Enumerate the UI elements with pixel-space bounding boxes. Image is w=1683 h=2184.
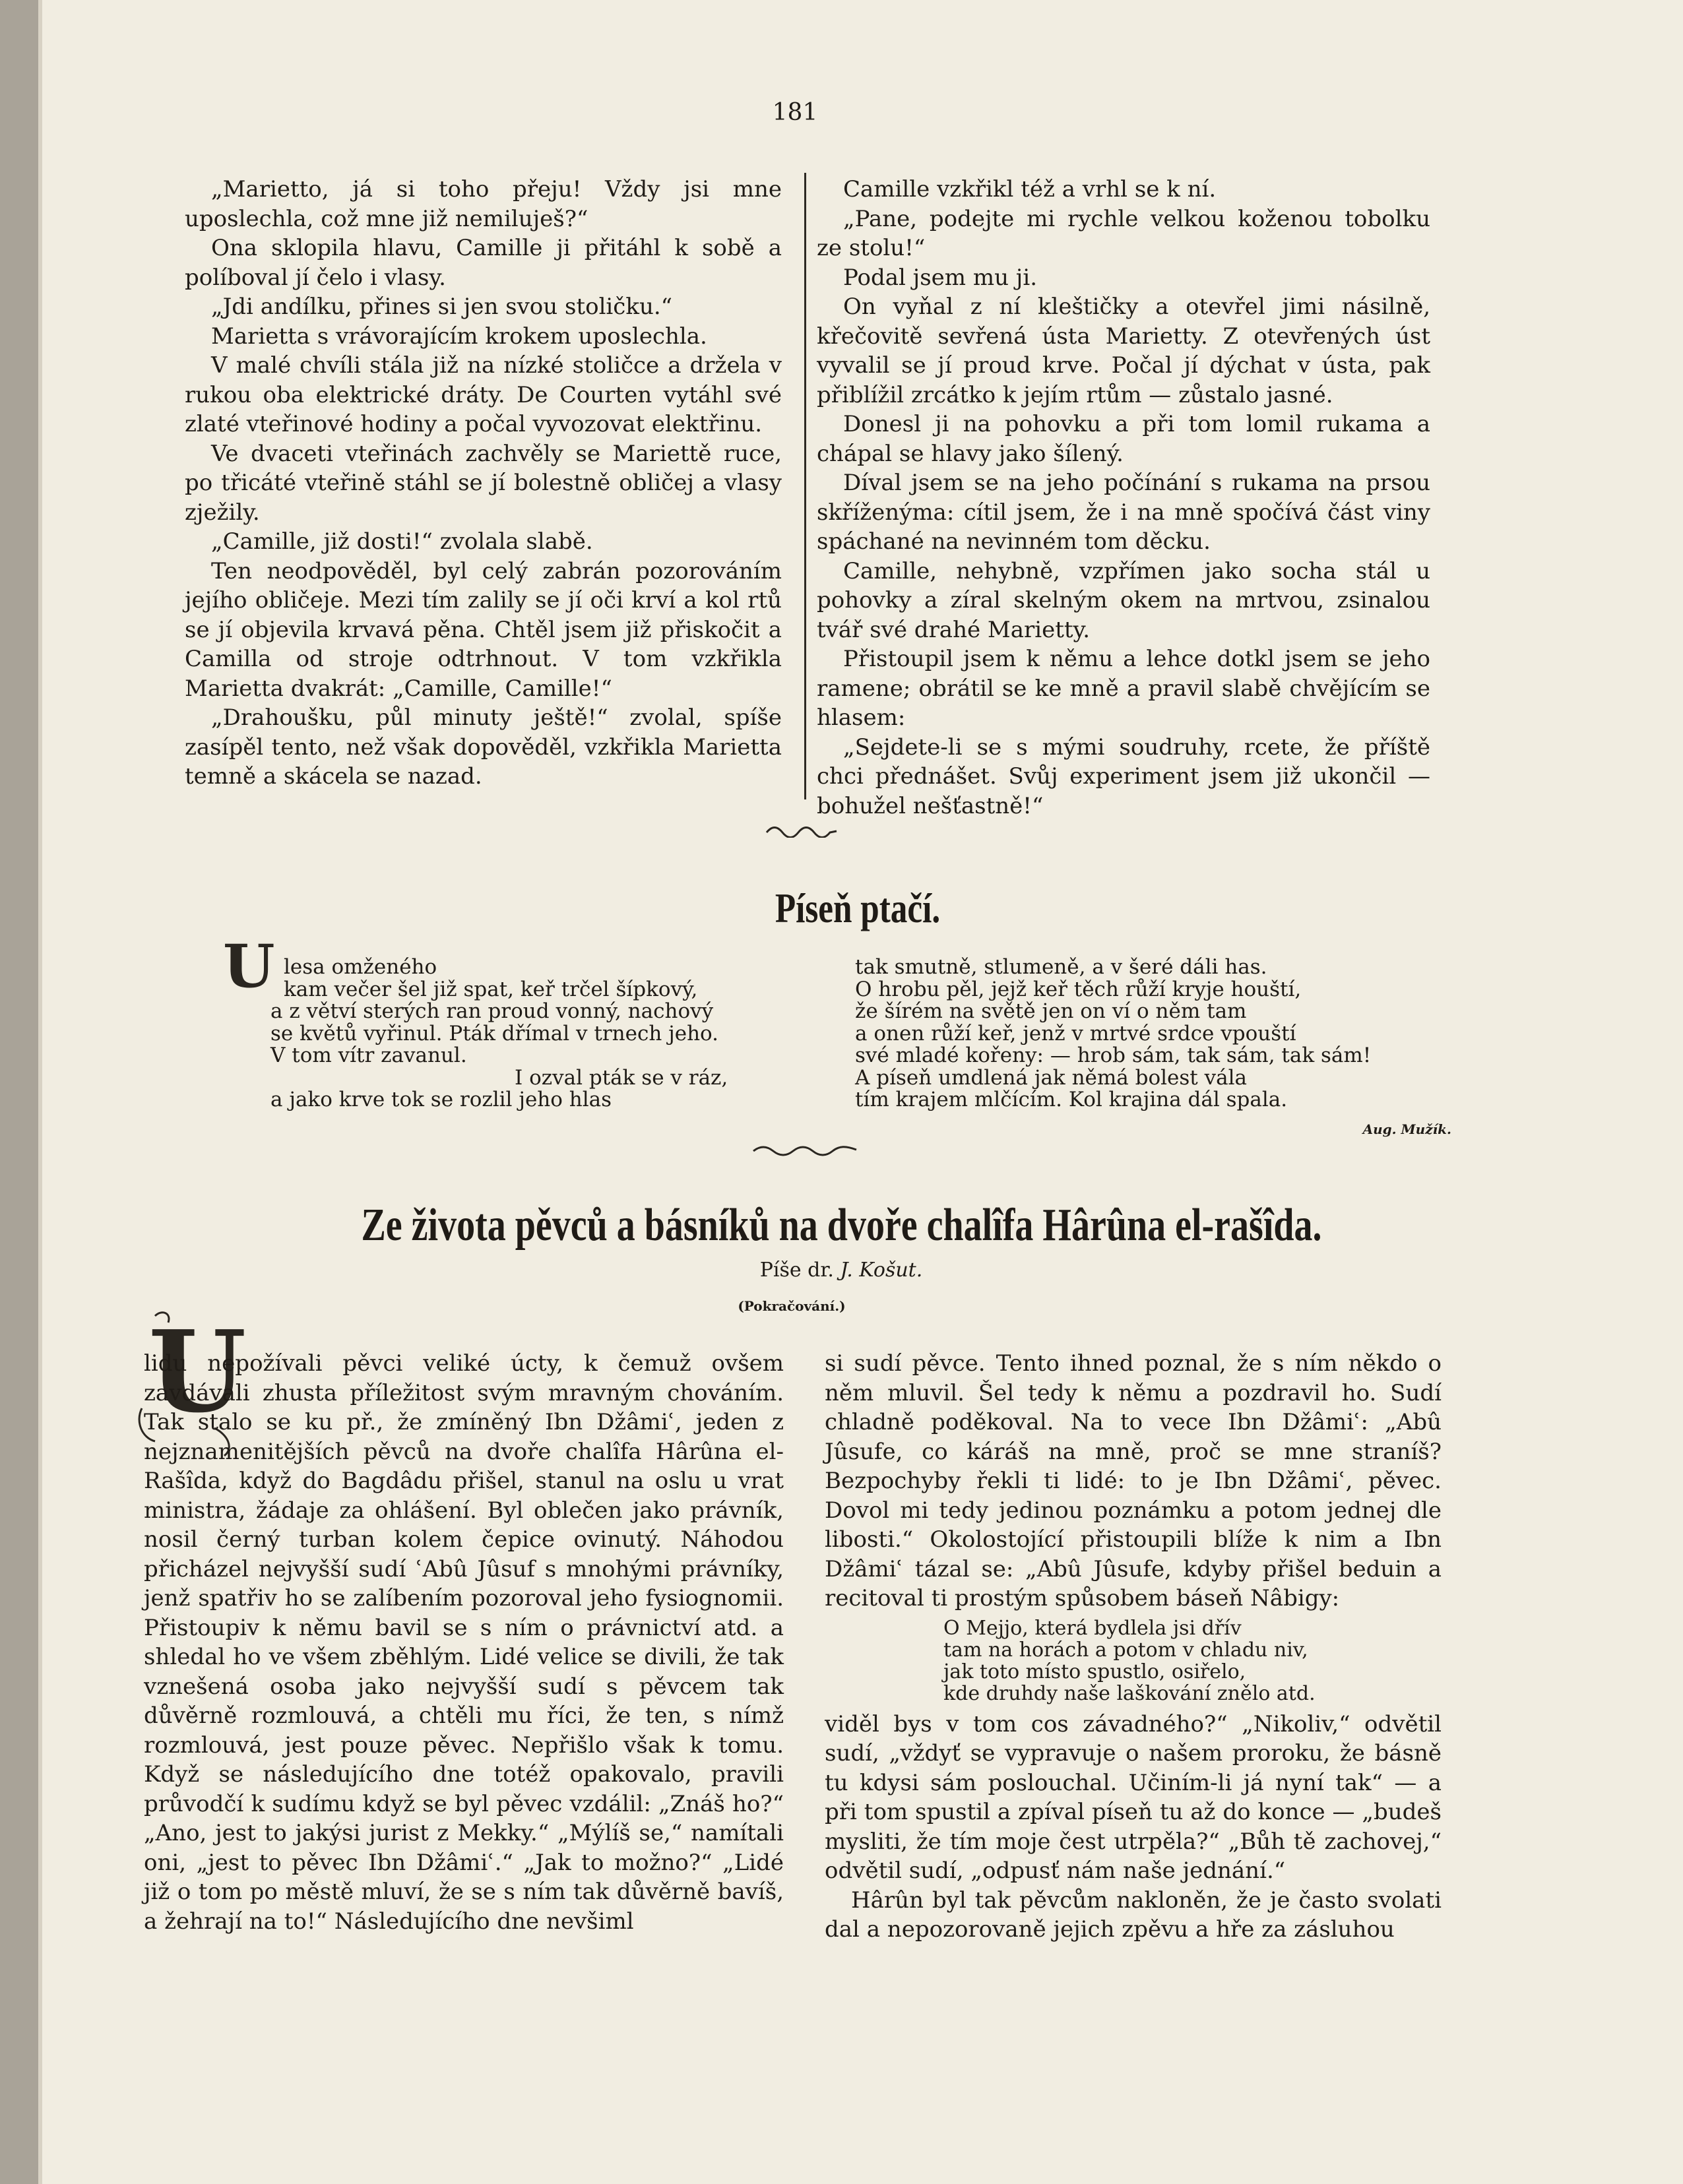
poem-line: A píseň umdlená jak němá bolest vála <box>855 1065 1247 1090</box>
page-number: 181 <box>772 99 818 126</box>
article-initial-letter: U <box>148 1306 247 1438</box>
byline-author: J. Košut. <box>840 1259 923 1282</box>
page-binding-shadow <box>0 0 38 2184</box>
verse-line: O Mejjo, která bydlela jsi dřív <box>943 1616 1242 1640</box>
story-paragraph: Ona sklopila hlavu, Camille ji přitáhl k sobě a políboval jí čelo i vlasy. <box>185 235 782 291</box>
wavy-ornament-divider <box>765 825 838 838</box>
page-binding-edge <box>38 0 42 2184</box>
story-paragraph: Podal jsem mu ji. <box>843 264 1038 291</box>
poem-line: že šírém na světě jen on ví o něm tam <box>855 999 1247 1023</box>
story-paragraph: „Sejdete-li se s mými soudruhy, rcete, že příště chci přednášet. Svůj experiment jsem již ukončil — bohužel nešťastně!“ <box>817 733 1430 819</box>
story-paragraph: V malé chvíli stála již na nízké stoličce a držela v rukou oba elektrické dráty. De Courten vytáhl své zlaté vteřinové hodiny a počal vyvozovat elektřinu. <box>185 352 782 437</box>
poem-left-stanza <box>270 956 772 1111</box>
poem-line: I ozval pták se v ráz, <box>515 1065 728 1090</box>
poem-title: Píseň ptačí. <box>775 885 941 931</box>
article-paragraph: Hârûn byl tak pěvcům nakloněn, že je často svolati dal a nepozorovaně jejich zpěvu a hře za zásluhou <box>825 1887 1442 1943</box>
story-paragraph: Marietta s vrávorajícím krokem uposlechla. <box>211 323 707 350</box>
article-paragraph: si sudí pěvce. Tento ihned poznal, že s ním někdo o něm mluvil. Šel tedy k němu a pozdravil ho. Sudí chladně poděkoval. Na to vece Ibn Džâmiʿ: „Abû Jûsufe, co káráš na mně, proč se mne straníš? Bezpochyby řekli ti lidé: to je Ibn Džâmiʿ, pěvec. Dovol mi tedy jedinou poznámku a potom jednej dle libosti.“ Okolostojící přistoupili blíže k nim a Ibn Džâmiʿ tázal se: „Abû Jûsufe, kdyby přišel beduin a recitoval ti prostým spůsobem báseň Nâbigy: <box>825 1350 1442 1611</box>
story-paragraph: On vyňal z ní kleštičky a otevřel jimi násilně, křečovitě sevřená ústa Marietty. Z otevřených úst vyvalil se jí proud krve. Počal jí dýchat v ústa, pak přiblížil zrcátko k jejím rtům — zůstalo jasné. <box>817 294 1430 408</box>
story-paragraph: Přistoupil jsem k němu a lehce dotkl jsem se jeho ramene; obrátil se ke mně a pravil slabě chvějícím se hlasem: <box>817 646 1430 731</box>
poem-right-stanza <box>855 956 1370 1111</box>
article-paragraph: lidu nepožívali pěvci veliké úcty, k čemuž ovšem zavdávali zhusta příležitost svým mravným chováním. Tak stalo se ku př., že zmíněný Ibn Džâmiʿ, jeden z nejznamenitějších pěvců na dvoře chalîfa Hârûna el-Rašîda, když do Bagdâdu přišel, stanul na oslu u vrat ministra, žádaje za ohlášení. Byl oblečen jako právník, nosil černý turban kolem čepice ovinutý. Náhodou přicházel nejvyšší sudí ʿAbû Jûsuf s mnohými právníky, jenž spatřiv ho se zalíbením pozoroval jeho fysiognomii. Přistoupiv k němu bavil se s ním o právnictví atd. a shledal ho ve všem zběhlým. Lidé velice se divili, že tak vznešená osoba jako nejvyšší sudí s pěvcem tak důvěrně rozmlouvá, a chtěli mu říci, že ten, s nímž rozmlouvá, jest pouze pěvec. Nepřišlo však k tomu. Když se následujícího dne totéž opakovalo, pravili průvodčí k sudímu když se byl pěvec vzdálil: „Znáš ho?“ „Ano, jest to jakýsi jurist z Mekky.“ „Mýlíš se,“ namítali oni, „jest to pěvec Ibn Džâmiʿ.“ „Jak to možno?“ „Lidé již o tom po městě mluví, že se s ním tak důvěrně bavíš, a žehrají na to!“ Následujícího dne nevšiml <box>144 1350 784 1935</box>
story-paragraph: Ve dvaceti vteřinách zachvěly se Mariettě ruce, po třicáté vteřině stáhl se jí bolestně obličej a vlasy zježily. <box>185 440 782 526</box>
poem-line: a z větví sterých ran proud vonný, nachový <box>270 999 714 1023</box>
quoted-verse <box>825 1617 1442 1704</box>
wavy-ornament-divider <box>752 1144 858 1158</box>
verse-line: jak toto místo spustlo, osiřelo, <box>943 1660 1246 1683</box>
article-byline <box>709 1259 973 1282</box>
story-paragraph: Díval jsem se na jeho počínání s rukama na prsou skříženýma: cítil jsem, že i na mně spočívá část viny spáchané na nevinném tom děcku. <box>817 470 1430 555</box>
poem-line: lesa omženého <box>284 955 437 979</box>
poem-line: se květů vyřinul. Pták dřímal v trnech jeho. <box>270 1021 719 1045</box>
article-paragraph: viděl bys v tom cos závadného?“ „Nikoliv,“ odvětil sudí, „vždyť se vypravuje o našem proroku, že básně tu kdysi sám poslouchal. Učiním-li já nyní tak“ — a při tom spustil a zpíval píseň tu až do konce — „budeš mysliti, že tím moje čest utrpěla?“ „Bůh tě zachovej,“ odvětil sudí, „odpusť nám naše jednání.“ <box>825 1710 1442 1884</box>
column-divider <box>804 173 806 799</box>
story-paragraph: „Marietto, já si toho přeju! Vždy jsi mne uposlechla, což mne již nemiluješ?“ <box>185 176 782 232</box>
story-paragraph: Camille, nehybně, vzpřímen jako socha stál u pohovky a zíral skelným okem na mrtvou, zsinalou tvář své drahé Marietty. <box>817 557 1430 643</box>
poem-line: a jako krve tok se rozlil jeho hlas <box>270 1088 612 1111</box>
story-paragraph: Camille vzkřikl též a vrhl se k ní. <box>843 176 1217 203</box>
poem-line: O hrobu pěl, jejž keř těch růží kryje houští, <box>855 977 1302 1001</box>
article-right-column <box>825 1349 1442 1945</box>
article-left-column <box>144 1349 784 1936</box>
poem-line: své mladé kořeny: — hrob sám, tak sám, tak sám! <box>855 1044 1372 1067</box>
article-title: Ze života pěvců a básníků na dvoře chalîfa Hârûna el-rašîda. <box>361 1200 1322 1251</box>
byline-prefix: Píše dr. <box>759 1259 834 1282</box>
story-left-column <box>185 175 782 792</box>
story-paragraph: „Drahoušku, půl minuty ještě!“ zvolal, spíše zasípěl tento, než však dopověděl, vzkřikla Marietta temně a skácela se nazad. <box>185 704 782 790</box>
poem-line: V tom vítr zavanul. <box>270 1044 467 1067</box>
story-right-column <box>817 175 1430 821</box>
poem-initial-letter: U <box>223 931 275 1001</box>
story-paragraph: „Pane, podejte mi rychle velkou koženou tobolku ze stolu!“ <box>817 205 1430 261</box>
poem-line: a onen růží keř, jenž v mrtvé srdce vpouští <box>855 1021 1296 1045</box>
poem-author-signature: Aug. Mužík. <box>1362 1121 1451 1137</box>
poem-ornamental-initial <box>218 931 275 1016</box>
poem-line: kam večer šel již spat, keř trčel šípkový, <box>284 977 698 1001</box>
verse-line: tam na horách a potom v chladu niv, <box>943 1638 1308 1662</box>
continued-note: (Pokračování.) <box>738 1298 846 1314</box>
poem-line: tím krajem mlčícím. Kol krajina dál spala. <box>855 1088 1288 1111</box>
verse-line: kde druhdy naše laškování znělo atd. <box>943 1681 1316 1705</box>
story-paragraph: Ten neodpověděl, byl celý zabrán pozorováním jejího obličeje. Mezi tím zalily se jí oči krví a kol rtů se jí objevila krvavá pěna. Chtěl jsem již přiskočit a Camilla od stroje odtrhnout. V tom vzkřikla Marietta dvakrát: „Camille, Camille!“ <box>185 557 782 702</box>
story-paragraph: Donesl ji na pohovku a při tom lomil rukama a chápal se hlavy jako šílený. <box>817 411 1430 467</box>
story-paragraph: „Camille, již dosti!“ zvolala slabě. <box>211 528 593 555</box>
story-paragraph: „Jdi andílku, přines si jen svou stoličku.“ <box>211 294 673 320</box>
poem-line: tak smutně, stlumeně, a v šeré dáli has. <box>855 955 1267 979</box>
